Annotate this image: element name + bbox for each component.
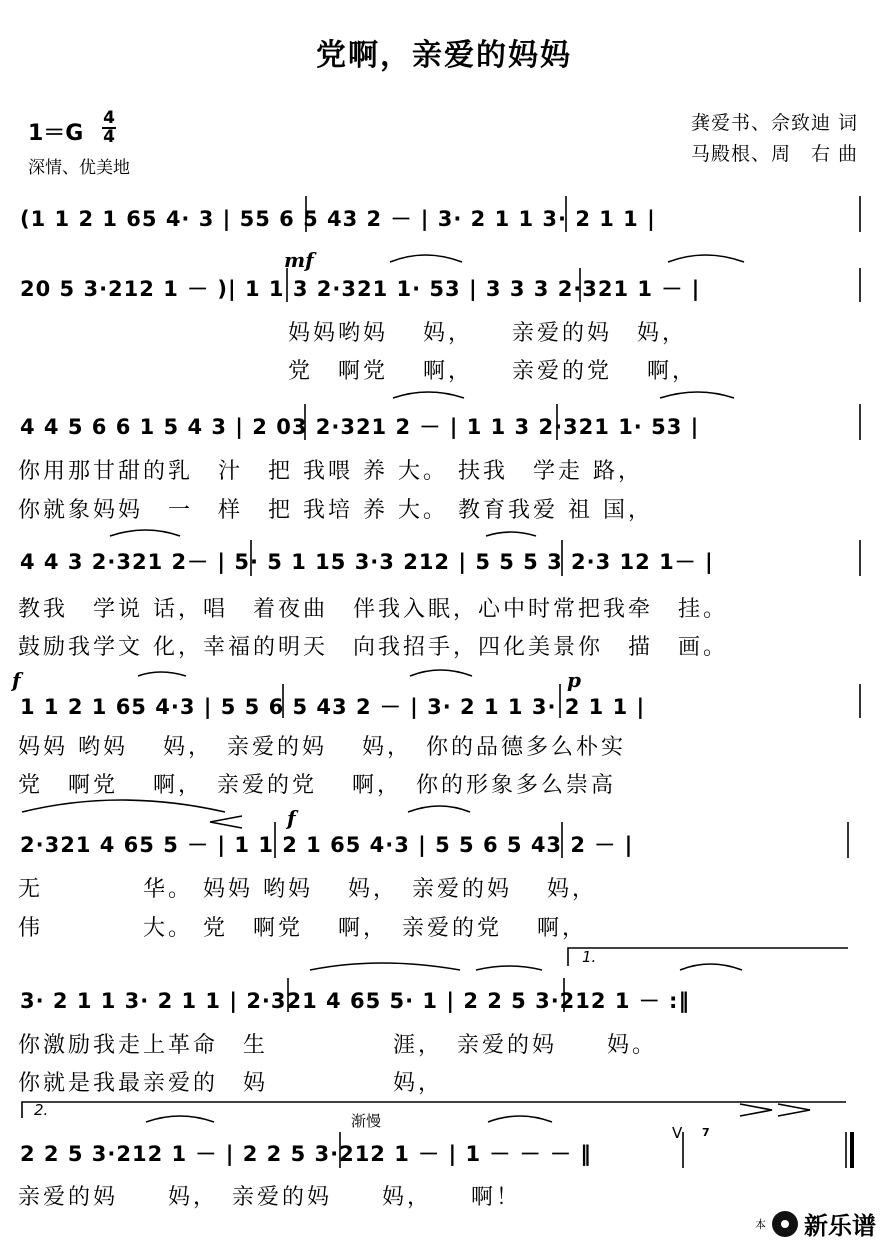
lyrics-row-5-verse-2: 党 啊党 啊， 亲爱的党 啊， 你的形象多么崇高	[18, 773, 616, 798]
volta-2-label: 2.	[34, 1101, 49, 1119]
watermark-logo	[755, 1206, 876, 1241]
notes-row-2: 20 5 3·212 1 － )| 1 1 3 2·321 1· 53 | 3 3 3 2·321 1 － |	[20, 277, 701, 301]
lyrics-row-6-verse-2: 伟 大。 党 啊党 啊， 亲爱的党 啊，	[18, 916, 587, 941]
meter-bottom: 4	[103, 127, 115, 147]
ritardando-mark: 渐慢	[351, 1112, 382, 1130]
notes-row-5: 1 1 2 1 65 4·3 | 5 5 6 5 43 2 － | 3· 2 1 1 3· 2 1 1 |	[20, 695, 646, 719]
meter-top: 4	[103, 108, 115, 128]
lyrics-row-3-verse-2: 你就象妈妈 一 样 把 我培 养 大。 教育我爱 祖 国，	[18, 498, 653, 523]
tempo-marking: 深情、优美地	[28, 158, 130, 178]
record-disc-icon	[772, 1211, 798, 1237]
time-signature	[102, 110, 116, 146]
watermark-name: 新乐谱	[804, 1212, 876, 1240]
lyricist-credit: 龚爱书、佘致迪 词	[690, 112, 858, 134]
key-signature: 1＝G	[28, 121, 84, 146]
notes-row-3: 4 4 5 6 6 1 5 4 3 | 2 03 2·321 2 － | 1 1 3 2·321 1· 53 |	[20, 415, 700, 439]
volta-1-label: 1.	[582, 948, 597, 966]
lyrics-row-2-verse-1: 妈妈哟妈 妈， 亲爱的妈 妈，	[288, 321, 687, 346]
dynamic-f-2: f	[287, 806, 296, 830]
composer-credit: 马殿根、周 右 曲	[690, 143, 858, 165]
lyrics-row-3-verse-1: 你用那甘甜的乳 汁 把 我喂 养 大。 扶我 学走 路，	[18, 459, 643, 484]
lyrics-row-4-verse-1: 教我 学说 话，唱 着夜曲 伴我入眠，心中时常把我牵 挂。	[18, 597, 728, 622]
lyrics-row-7-verse-2: 你就是我最亲爱的 妈 妈，	[18, 1071, 444, 1096]
grace-note: 7	[702, 1126, 710, 1139]
page-title: 党啊，亲爱的妈妈	[316, 38, 572, 73]
breath-mark: V	[672, 1124, 683, 1142]
lyrics-row-4-verse-2: 鼓励我学文 化，幸福的明天 向我招手，四化美景你 描 画。	[18, 635, 728, 660]
lyrics-row-2-verse-2: 党 啊党 啊， 亲爱的党 啊，	[288, 359, 697, 384]
watermark-prefix: 本	[755, 1217, 766, 1231]
lyrics-row-7-verse-1: 你激励我走上革命 生 涯， 亲爱的妈 妈。	[18, 1033, 658, 1058]
lyrics-row-6-verse-1: 无 华。 妈妈 哟妈 妈， 亲爱的妈 妈，	[18, 877, 597, 902]
notes-row-7: 3· 2 1 1 3· 2 1 1 | 2·321 4 65 5· 1 | 2 2 5 3·212 1 － :‖	[20, 989, 690, 1013]
notes-row-4: 4 4 3 2·321 2－ | 5· 5 1 15 3·3 212 | 5 5 5 3 2·3 12 1－ |	[20, 550, 714, 574]
lyrics-row-8-verse-1: 亲爱的妈 妈， 亲爱的妈 妈， 啊！	[18, 1185, 522, 1210]
dynamic-mf: mf	[284, 248, 314, 272]
notes-row-8: 2 2 5 3·212 1 － | 2 2 5 3·212 1 － | 1 － － － ‖	[20, 1142, 592, 1166]
dynamic-f-1: f	[12, 668, 21, 692]
dynamic-p: p	[567, 668, 581, 692]
lyrics-row-5-verse-1: 妈妈 哟妈 妈， 亲爱的妈 妈， 你的品德多么朴实	[18, 735, 626, 760]
notes-row-1: (1 1 2 1 65 4· 3 | 55 6 5 43 2 － | 3· 2 1 1 3· 2 1 1 |	[20, 207, 656, 231]
notes-row-6: 2·321 4 65 5 － | 1 1 2 1 65 4·3 | 5 5 6 5 43 2 － |	[20, 833, 634, 857]
